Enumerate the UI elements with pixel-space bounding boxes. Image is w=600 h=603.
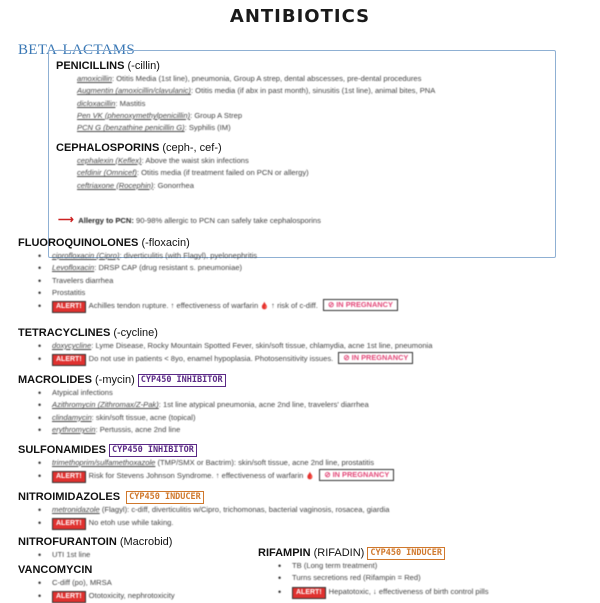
- list-item: [38, 457, 600, 469]
- list-item: [38, 275, 600, 287]
- macrolides-section: [18, 373, 600, 436]
- macrolides-heading: MACROLIDES: [18, 374, 92, 386]
- rifampin-suffix: (RIFADIN): [313, 547, 365, 559]
- cyp450-inducer-tag: CYP450 INDUCER: [367, 547, 445, 560]
- list-item: • C-diff (po), MRSA: [38, 577, 600, 589]
- list-item: [77, 167, 600, 179]
- drug-name: Azithromycin (Zithromax/Z-Pak): [52, 400, 159, 410]
- drug-name: erythromycin: [52, 424, 96, 434]
- drug-name: PCN G (benzathine penicillin G): [77, 123, 185, 133]
- drug-indication: : Syphilis (IM): [184, 123, 231, 133]
- alert-badge: ALERT!: [52, 591, 86, 603]
- drug-indication: : Otitis Media (1st line), pneumonia, Group A strep, dental abscesses, pre-dental procedures: [112, 74, 422, 83]
- rifampin-heading: RIFAMPIN: [258, 547, 311, 559]
- alert-badge: ALERT!: [52, 518, 86, 530]
- drug-name: cefdinir (Omnicef): [77, 168, 137, 178]
- blood-drop-icon: 🩸: [260, 303, 270, 311]
- list-item: [38, 287, 600, 299]
- nitroimidazoles-alert: [38, 516, 600, 530]
- penicillins-suffix: (-cillin): [127, 60, 160, 72]
- drug-indication: : Lyme Disease, Rocky Mountain Spotted Fever, skin/soft tissue, chlamydia, acne 1st line, pneumonia: [91, 341, 433, 350]
- rifampin-alert: [278, 585, 598, 599]
- cephalosporins-suffix: (ceph-, cef-): [162, 142, 222, 154]
- alert-badge: ALERT!: [52, 301, 86, 313]
- pcn-allergy-note: [58, 210, 600, 228]
- nitroimidazoles-heading: NITROIMIDAZOLES: [18, 491, 121, 503]
- drug-indication: Prostatitis: [52, 287, 86, 297]
- cephalosporins-list: [56, 155, 600, 192]
- list-item: [77, 85, 600, 97]
- blood-drop-icon: 🩸: [305, 473, 315, 481]
- nitroimidazoles-alert-text: No etoh use while taking.: [88, 518, 174, 528]
- tetracyclines-heading: TETRACYCLINES: [18, 327, 111, 339]
- list-item: • UTI 1st line: [38, 549, 600, 561]
- rifampin-alert-text: Hepatotoxic, ↓ effectiveness of birth control pills: [328, 586, 489, 596]
- list-item: [38, 424, 600, 436]
- vancomycin-alert-text: Ototoxicity, nephrotoxicity: [88, 591, 175, 601]
- sulfonamides-section: [18, 443, 600, 484]
- tetracyclines-alert: [38, 352, 600, 366]
- drug-indication: (TMP/SMX or Bactrim): skin/soft tissue, acne 2nd line, prostatitis: [155, 458, 375, 467]
- beta-lactams-label: BETA-LACTAMS: [18, 42, 136, 58]
- pcn-allergy-text: 90-98% allergic to PCN can safely take cephalosporins: [133, 216, 321, 225]
- pregnancy-warning-badge: ⊘ IN PREGNANCY: [323, 299, 398, 311]
- pcn-allergy-label: Allergy to PCN:: [78, 216, 134, 225]
- drug-name: dicloxacillin: [77, 98, 116, 108]
- fluoroquinolones-alert-text-2: ↑ risk of c-diff.: [269, 301, 318, 311]
- drug-name: Levofloxacin: [52, 263, 95, 273]
- alert-badge: ALERT!: [52, 354, 86, 366]
- drug-indication: : Group A Strep: [190, 110, 243, 120]
- alert-badge: ALERT!: [52, 471, 86, 483]
- drug-name: cephalexin (Keflex): [77, 156, 142, 165]
- drug-indication: : Mastitis: [115, 98, 146, 108]
- list-item: [38, 387, 600, 399]
- sulfonamides-heading: SULFONAMIDES: [18, 444, 106, 456]
- drug-indication: : 1st line atypical pneumonia, acne 2nd line, travelers' diarrhea: [158, 400, 369, 410]
- list-item: [77, 180, 600, 192]
- cephalosporins-section: [56, 141, 600, 192]
- drug-indication: : Pertussis, acne 2nd line: [95, 424, 181, 434]
- macrolides-suffix: (-mycin): [95, 374, 135, 386]
- tetracyclines-suffix: (-cycline): [113, 327, 158, 339]
- list-item: • Turns secretions red (Rifampin = Red): [278, 572, 598, 584]
- fluoroquinolones-suffix: (-floxacin): [141, 237, 190, 249]
- nitroimidazoles-section: [18, 490, 600, 530]
- vancomycin-heading: VANCOMYCIN: [18, 564, 93, 576]
- list-item: [38, 340, 600, 352]
- list-item: [77, 73, 600, 85]
- sulfonamides-alert: [38, 469, 600, 484]
- cyp450-inhibitor-tag: CYP450 INHIBITOR: [138, 374, 226, 387]
- drug-indication: : Gonorrhea: [153, 180, 194, 190]
- list-item: [38, 504, 600, 516]
- fluoroquinolones-heading: FLUOROQUINOLONES: [18, 237, 139, 249]
- drug-name: clindamycin: [52, 412, 92, 422]
- drug-indication: (Flagyl): c-diff, diverticulitis w/Cipro, trichomonas, bacterial vaginosis, rosacea, giardia: [99, 505, 390, 514]
- fluoroquinolones-alert-text: Achilles tendon rupture. ↑ effectiveness of warfarin: [88, 301, 259, 311]
- pregnancy-warning-badge: ⊘ IN PREGNANCY: [338, 352, 413, 364]
- tetracyclines-alert-text: Do not use in patients < 8yo, enamel hypoplasia. Photosensitivity issues.: [88, 354, 334, 364]
- list-item: [38, 412, 600, 424]
- cyp450-inhibitor-tag: CYP450 INHIBITOR: [109, 444, 197, 457]
- drug-name: ceftriaxone (Rocephin): [77, 180, 154, 190]
- tetracyclines-list: [38, 340, 600, 352]
- drug-indication: : Otitis media (if treatment failed on PCN or allergy): [136, 168, 309, 178]
- rifampin-section: [258, 546, 598, 599]
- drug-indication: Atypical infections: [52, 388, 113, 397]
- fluoroquinolones-section: [18, 236, 600, 314]
- fluoroquinolones-alert: [38, 299, 600, 314]
- drug-name: Augmentin (amoxicillin/clavulanic): [77, 86, 191, 96]
- list-item: • TB (Long term treatment): [278, 560, 598, 572]
- tetracyclines-section: [18, 326, 600, 366]
- penicillins-heading: PENICILLINS: [56, 60, 125, 72]
- drug-indication: : diverticulitis (with Flagyl), pyelonephritis: [119, 251, 258, 260]
- list-item: [77, 155, 600, 167]
- cyp450-inducer-tag: CYP450 INDUCER: [126, 491, 204, 504]
- drug-indication: : skin/soft tissue, acne (topical): [91, 412, 196, 422]
- penicillins-list: [56, 73, 600, 134]
- arrow-right-icon: ⟶: [58, 214, 74, 226]
- drug-name: ciprofloxacin (Cipro): [52, 251, 120, 260]
- list-item: [77, 122, 600, 134]
- drug-indication: : DRSP CAP (drug resistant s. pneumoniae): [94, 263, 243, 273]
- list-item: [38, 399, 600, 411]
- pregnancy-warning-badge: ⊘ IN PREGNANCY: [319, 469, 394, 481]
- page-title: ANTIBIOTICS: [229, 6, 371, 27]
- drug-name: amoxicillin: [77, 74, 113, 83]
- nitrofurantoin-heading: NITROFURANTOIN: [18, 536, 117, 548]
- list-item: [77, 110, 600, 122]
- drug-name: doxycycline: [52, 341, 92, 350]
- cephalosporins-heading: CEPHALOSPORINS: [56, 142, 160, 154]
- list-item: [77, 98, 600, 110]
- drug-name: Pen VK (phenoxymethylpenicillin): [77, 110, 191, 120]
- drug-indication: : Above the waist skin infections: [141, 156, 249, 165]
- sulfonamides-list: [38, 457, 600, 469]
- drug-name: trimethoprim/sulfamethoxazole: [52, 458, 156, 467]
- drug-indication: Travelers diarrhea: [52, 275, 114, 285]
- nitroimidazoles-list: [38, 504, 600, 516]
- list-item: [38, 262, 600, 274]
- drug-name: metronidazole: [52, 505, 100, 514]
- macrolides-list: [38, 387, 600, 436]
- nitrofurantoin-suffix: (Macrobid): [119, 536, 173, 548]
- penicillins-section: [56, 59, 600, 134]
- fluoroquinolones-list: [38, 250, 600, 299]
- list-item: [38, 250, 600, 262]
- alert-badge: ALERT!: [292, 587, 326, 599]
- sulfonamides-alert-text: Risk for Stevens Johnson Syndrome. ↑ effectiveness of warfarin: [88, 471, 304, 481]
- drug-indication: : Otitis media (if abx in past month), sinusitis (1st line), animal bites, PNA: [190, 86, 436, 96]
